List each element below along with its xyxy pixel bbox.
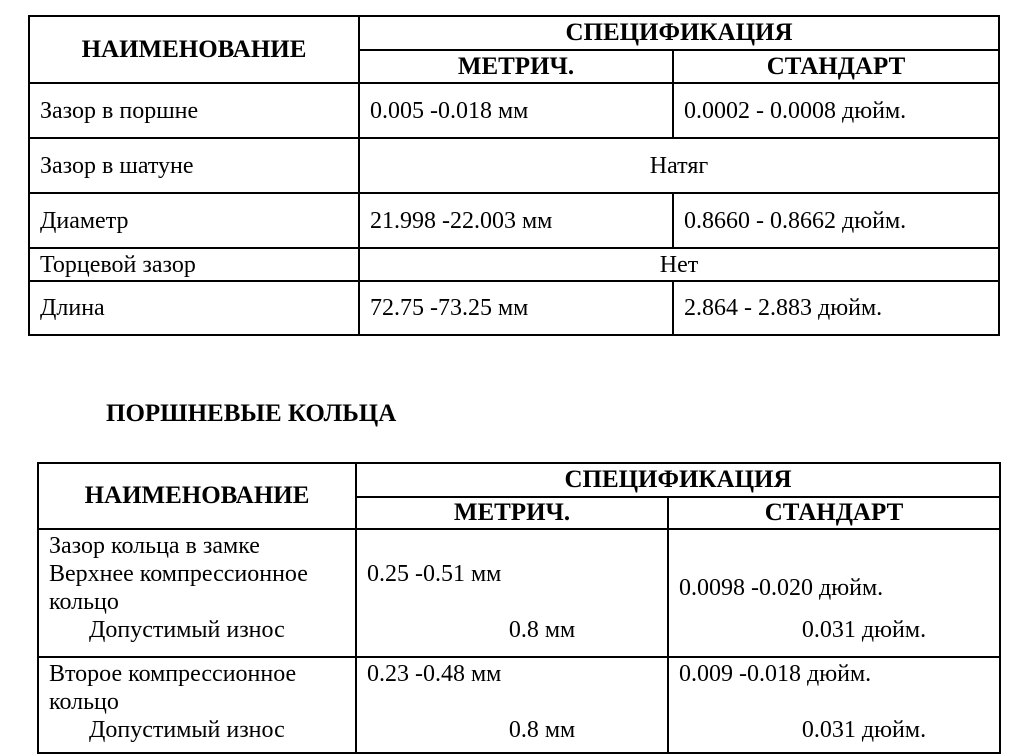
header-standard: СТАНДАРТ [673,50,999,83]
group1-ring-line1: Верхнее компрессионное [49,561,308,587]
group2-name-cell [38,657,356,753]
group1-metric: 0.25 -0.51 мм [367,561,502,587]
group2-standard-cell [668,657,1000,753]
group1-metric-cell [356,529,668,657]
group2-metric: 0.23 -0.48 мм [367,661,502,687]
row-name: Длина [29,281,359,335]
table-row [29,281,999,335]
group2-wear-label: Допустимый износ [89,717,285,743]
row-standard: 0.0002 - 0.0008 дюйм. [673,83,999,138]
row-standard: 0.8660 - 0.8662 дюйм. [673,193,999,248]
group2-metric-cell [356,657,668,753]
header-spec: СПЕЦИФИКАЦИЯ [359,16,999,50]
row-name: Зазор в шатуне [29,138,359,193]
group1-wear-metric: 0.8 мм [508,617,576,643]
group1-wear-label: Допустимый износ [89,617,285,643]
table-row [29,138,999,193]
table-row [29,83,999,138]
row-name: Диаметр [29,193,359,248]
row-standard: 2.864 - 2.883 дюйм. [673,281,999,335]
header-name: НАИМЕНОВАНИЕ [29,16,359,83]
table-row-group2 [38,657,1000,753]
group1-name-cell [38,529,356,657]
group1-title: Зазор кольца в замке [49,533,260,559]
group2-ring-line1: Второе компрессионное [49,661,297,687]
group2-standard: 0.009 -0.018 дюйм. [679,661,872,687]
piston-rings-spec-table [37,462,1001,754]
header-metric: МЕТРИЧ. [356,497,668,529]
group1-standard-cell [668,529,1000,657]
row-merged-value: Нет [359,248,999,281]
row-metric: 0.005 -0.018 мм [359,83,673,138]
piston-pin-spec-table [28,15,1000,336]
group2-wear-standard: 0.031 дюйм. [801,717,927,743]
group2-ring-line2: кольцо [49,689,119,715]
section-title: ПОРШНЕВЫЕ КОЛЬЦА [106,400,397,427]
table-row-group1 [38,529,1000,657]
row-name: Торцевой зазор [29,248,359,281]
header-name: НАИМЕНОВАНИЕ [38,463,356,529]
row-metric: 72.75 -73.25 мм [359,281,673,335]
header-spec: СПЕЦИФИКАЦИЯ [356,463,1000,497]
row-name: Зазор в поршне [29,83,359,138]
table-row [29,193,999,248]
table-row [29,248,999,281]
row-metric: 21.998 -22.003 мм [359,193,673,248]
group2-wear-metric: 0.8 мм [508,717,576,743]
row-merged-value: Натяг [359,138,999,193]
header-standard: СТАНДАРТ [668,497,1000,529]
header-metric: МЕТРИЧ. [359,50,673,83]
group1-wear-standard: 0.031 дюйм. [801,617,927,643]
group1-standard: 0.0098 -0.020 дюйм. [679,575,884,601]
group1-ring-line2: кольцо [49,589,119,615]
